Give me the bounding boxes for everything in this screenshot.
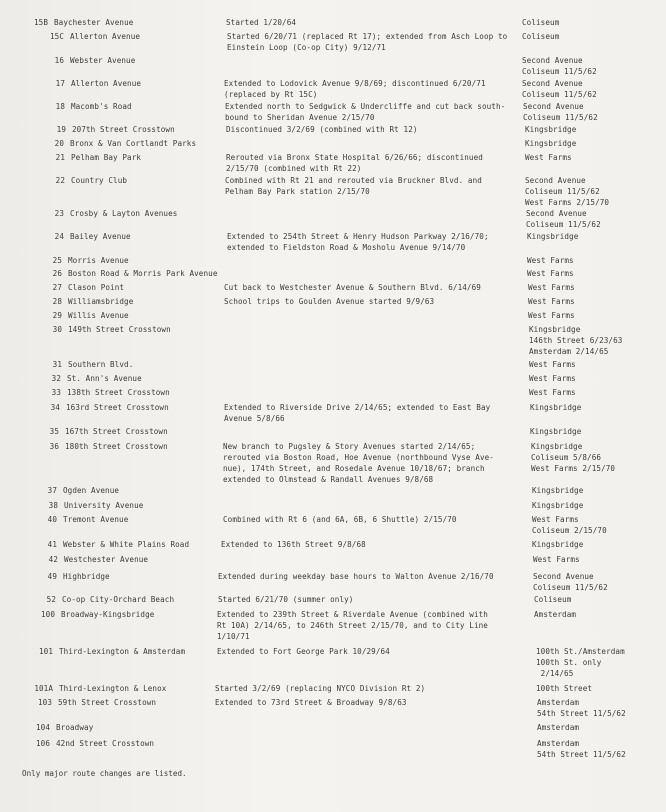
route-terminal: Second Avenue Coliseum 11/5/62: [533, 572, 608, 592]
route-number: 40: [47, 515, 57, 524]
route-change-note: School trips to Goulden Avenue started 9/9/63: [224, 297, 435, 306]
route-number: 33: [51, 388, 61, 397]
route-terminal: Second Avenue Coliseum 11/5/62: [522, 56, 597, 76]
route-number: 42: [48, 555, 58, 564]
route-name: Crosby & Layton Avenues: [70, 209, 178, 218]
route-change-note: Extended to Lodovick Avenue 9/8/69; discontinued 6/20/71 (replaced by Rt 15C): [224, 79, 486, 99]
route-name: Allerton Avenue: [71, 79, 142, 88]
route-name: Tremont Avenue: [63, 515, 129, 524]
footer-note: Only major route changes are listed.: [22, 769, 187, 778]
route-change-note: Started 1/20/64: [226, 18, 297, 27]
route-name: 180th Street Crosstown: [65, 442, 168, 451]
route-number: 104: [35, 723, 50, 732]
route-terminal: Amsterdam: [534, 610, 577, 619]
route-number: 30: [52, 325, 62, 334]
route-name: 207th Street Crosstown: [72, 125, 175, 134]
route-name: Baychester Avenue: [54, 18, 134, 27]
route-number: 103: [37, 698, 52, 707]
route-name: Willis Avenue: [68, 311, 129, 320]
route-name: Pelham Bay Park: [71, 153, 142, 162]
route-change-note: Extended to 239th Street & Riverdale Avenue (combined with Rt 10A) 2/14/65, to 246th Street 2/15/70, and to City Line 1/10/71: [217, 610, 488, 641]
route-number: 101: [38, 647, 53, 656]
route-number: 17: [55, 79, 65, 88]
route-terminal: West Farms: [529, 388, 576, 397]
route-number: 36: [49, 442, 59, 451]
route-change-note: Extended to Fort George Park 10/29/64: [217, 647, 390, 656]
route-name: 167th Street Crosstown: [65, 427, 168, 436]
route-number: 16: [54, 56, 64, 65]
route-terminal: Coliseum: [522, 32, 560, 41]
route-change-note: Combined with Rt 21 and rerouted via Bruckner Blvd. and Pelham Bay Park station 2/15/70: [225, 176, 482, 196]
route-change-note: Rerouted via Bronx State Hospital 6/26/66; discontinued 2/15/70 (combined with Rt 22): [226, 153, 483, 173]
route-terminal: Second Avenue Coliseum 11/5/62: [526, 209, 601, 229]
route-number: 21: [55, 153, 65, 162]
route-terminal: West Farms: [527, 269, 574, 278]
route-name: Bronx & Van Cortlandt Parks: [70, 139, 197, 148]
route-number: 20: [54, 139, 64, 148]
route-name: 149th Street Crosstown: [68, 325, 171, 334]
route-change-note: Extended to 73rd Street & Broadway 9/8/63: [215, 698, 407, 707]
route-name: Third-Lexington & Lenox: [59, 684, 167, 693]
route-terminal: West Farms: [529, 374, 576, 383]
route-change-note: Combined with Rt 6 (and 6A, 6B, 6 Shuttle) 2/15/70: [223, 515, 457, 524]
route-number: 19: [56, 125, 66, 134]
route-change-note: Cut back to Westchester Avenue & Southern Blvd. 6/14/69: [224, 283, 481, 292]
route-terminal: Amsterdam: [537, 723, 580, 732]
route-terminal: Amsterdam 54th Street 11/5/62: [537, 698, 626, 718]
route-name: Boston Road & Morris Park Avenue: [68, 269, 218, 278]
route-name: Broadway-Kingsbridge: [61, 610, 155, 619]
route-terminal: Kingsbridge: [525, 139, 577, 148]
route-terminal: Second Avenue Coliseum 11/5/62: [522, 79, 597, 99]
route-terminal: West Farms: [525, 153, 572, 162]
route-number: 15B: [33, 18, 48, 27]
route-terminal: West Farms: [529, 360, 576, 369]
route-name: Morris Avenue: [68, 256, 129, 265]
route-number: 31: [52, 360, 62, 369]
route-terminal: 100th Street: [536, 684, 593, 693]
route-name: Webster Avenue: [70, 56, 136, 65]
route-number: 100: [40, 610, 55, 619]
route-name: 42nd Street Crosstown: [56, 739, 155, 748]
route-number: 34: [50, 403, 60, 412]
route-terminal: West Farms: [527, 256, 574, 265]
route-change-note: Extended during weekday base hours to Walton Avenue 2/16/70: [218, 572, 494, 581]
route-terminal: Kingsbridge Coliseum 5/8/66 West Farms 2/15/70: [531, 442, 616, 473]
route-number: 35: [49, 427, 59, 436]
route-name: University Avenue: [64, 501, 144, 510]
route-number: 28: [52, 297, 62, 306]
route-change-note: Extended to 254th Street & Henry Hudson Parkway 2/16/70; extended to Fieldston Road & Mosholu Avenue 9/14/70: [227, 232, 489, 252]
route-terminal: Kingsbridge: [532, 540, 584, 549]
route-terminal: Kingsbridge: [532, 486, 584, 495]
route-terminal: Kingsbridge: [530, 427, 582, 436]
route-terminal: Kingsbridge: [530, 403, 582, 412]
route-number: 25: [52, 256, 62, 265]
route-terminal: West Farms: [533, 555, 580, 564]
route-number: 23: [54, 209, 64, 218]
route-terminal: Kingsbridge: [532, 501, 584, 510]
route-terminal: Amsterdam 54th Street 11/5/62: [537, 739, 626, 759]
route-number: 26: [52, 269, 62, 278]
route-name: Williamsbridge: [68, 297, 134, 306]
route-change-note: Extended to Riverside Drive 2/14/65; extended to East Bay Avenue 5/8/66: [224, 403, 491, 423]
route-name: Southern Blvd.: [68, 360, 134, 369]
route-number: 29: [52, 311, 62, 320]
route-number: 24: [54, 232, 64, 241]
route-name: Country Club: [71, 176, 128, 185]
route-change-note: Extended to 136th Street 9/8/68: [221, 540, 366, 549]
route-number: 18: [55, 102, 65, 111]
route-name: Broadway: [56, 723, 94, 732]
route-number: 22: [55, 176, 65, 185]
route-name: Co-op City-Orchard Beach: [62, 595, 175, 604]
route-name: Ogden Avenue: [63, 486, 120, 495]
route-name: St. Ann's Avenue: [67, 374, 142, 383]
route-number: 101A: [34, 684, 53, 693]
route-number: 15C: [49, 32, 64, 41]
route-change-note: Discontinued 3/2/69 (combined with Rt 12): [226, 125, 418, 134]
route-number: 49: [47, 572, 57, 581]
route-change-note: Started 3/2/69 (replacing NYCO Division Rt 2): [215, 684, 426, 693]
route-terminal: West Farms: [528, 311, 575, 320]
route-name: Macomb's Road: [71, 102, 132, 111]
route-terminal: Second Avenue Coliseum 11/5/62: [523, 102, 598, 122]
route-name: 138th Street Crosstown: [67, 388, 170, 397]
route-terminal: West Farms: [528, 283, 575, 292]
route-name: Allerton Avenue: [70, 32, 141, 41]
route-change-note: Started 6/21/70 (summer only): [218, 595, 354, 604]
route-terminal: Kingsbridge: [527, 232, 579, 241]
route-change-note: Started 6/20/71 (replaced Rt 17); extended from Asch Loop to Einstein Loop (Co-op City) 9/12/71: [227, 32, 508, 52]
route-name: Westchester Avenue: [64, 555, 149, 564]
route-terminal: West Farms Coliseum 2/15/70: [532, 515, 607, 535]
route-number: 27: [52, 283, 62, 292]
route-change-note: Extended north to Sedgwick & Undercliffe and cut back south- bound to Sheridan Avenue 2/15/70: [225, 102, 506, 122]
route-number: 32: [51, 374, 61, 383]
route-terminal: Kingsbridge 146th Street 6/23/63 Amsterdam 2/14/65: [529, 325, 623, 356]
route-terminal: Second Avenue Coliseum 11/5/62 West Farms 2/15/70: [525, 176, 610, 207]
route-name: Webster & White Plains Road: [63, 540, 190, 549]
route-name: 59th Street Crosstown: [58, 698, 157, 707]
route-number: 52: [46, 595, 56, 604]
route-terminal: 100th St./Amsterdam 100th St. only 2/14/65: [536, 647, 625, 678]
route-number: 37: [47, 486, 57, 495]
route-number: 106: [35, 739, 50, 748]
route-name: Third-Lexington & Amsterdam: [59, 647, 186, 656]
route-terminal: Coliseum: [534, 595, 572, 604]
route-name: Bailey Avenue: [70, 232, 131, 241]
route-terminal: Coliseum: [522, 18, 560, 27]
route-number: 41: [47, 540, 57, 549]
route-terminal: West Farms: [528, 297, 575, 306]
route-number: 38: [48, 501, 58, 510]
route-change-note: New branch to Pugsley & Story Avenues started 2/14/65; rerouted via Boston Road, Hoe Avenue (northbound Vyse Ave- nue), 174th Street, and Rosedale Avenue 10/18/67; branch extended to Olmstead & Randall Avenues 9/8/68: [223, 442, 494, 484]
route-name: Highbridge: [63, 572, 110, 581]
route-terminal: Kingsbridge: [525, 125, 577, 134]
route-name: 163rd Street Crosstown: [66, 403, 169, 412]
route-name: Clason Point: [68, 283, 125, 292]
